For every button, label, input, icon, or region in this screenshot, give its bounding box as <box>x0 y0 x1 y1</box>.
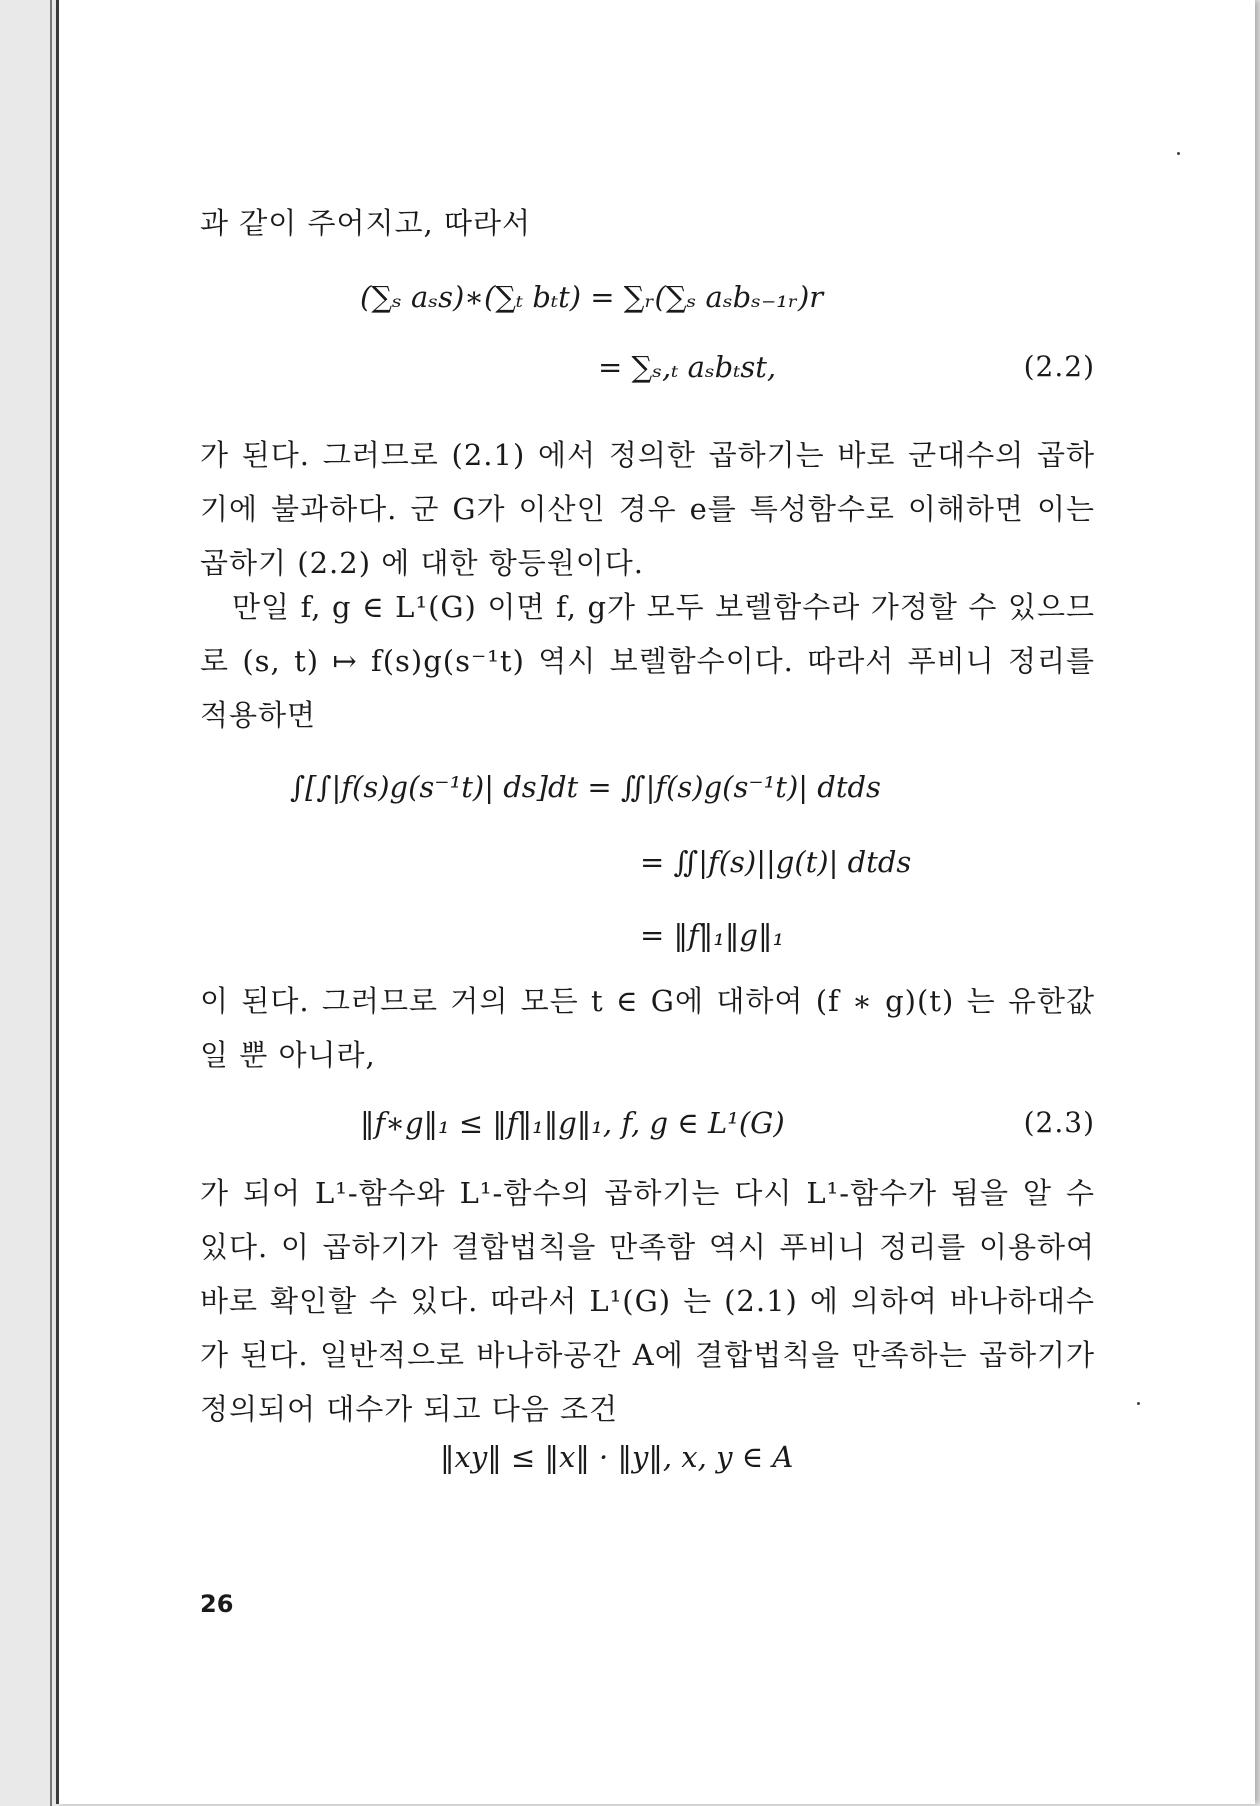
integral-line1: ∫[∫|f(s)g(s⁻¹t)| ds]dt = ∬|f(s)g(s⁻¹t)| dtds <box>290 770 881 804</box>
equation-number-2-3: (2.3) <box>1023 1106 1095 1139</box>
book-page <box>56 0 1255 1804</box>
integral-line3: = ‖f‖₁‖g‖₁ <box>640 918 785 952</box>
paragraph-5: 가 되어 L¹-함수와 L¹-함수의 곱하기는 다시 L¹-함수가 됨을 알 수 있다. 이 곱하기가 결합법칙을 만족함 역시 푸비니 정리를 이용하여 바로 확인할 수 있다. 따라서 L¹(G) 는 (2.1) 에 의하여 바나하대수가 된다. 일반적으로 바나하공간 A에 결합법칙을 만족하는 곱하기가 정의되어 대수가 되고 다음 조건 <box>200 1176 1095 1426</box>
paragraph-2: 가 된다. 그러므로 (2.1) 에서 정의한 곱하기는 바로 군대수의 곱하기에 불과하다. 군 G가 이산인 경우 e를 특성함수로 이해하면 이는 곱하기 (2.2) 에 대한 항등원이다. <box>200 438 1095 580</box>
equation-number-2-2: (2.2) <box>1023 350 1095 383</box>
paragraph-3: 만일 f, g ∈ L¹(G) 이면 f, g가 모두 보렐함수라 가정할 수 있으므로 (s, t) ↦ f(s)g(s⁻¹t) 역시 보렐함수이다. 따라서 푸비니 정리를 적용하면 <box>200 590 1095 732</box>
paragraph-4: 이 된다. 그러므로 거의 모든 t ∈ G에 대하여 (f ∗ g)(t) 는 유한값일 뿐 아니라, <box>200 984 1095 1072</box>
equation-2-2-line1: (∑ₛ aₛs)∗(∑ₜ bₜt) = ∑ᵣ(∑ₛ aₛbₛ₋₁ᵣ)r <box>360 280 824 314</box>
page-edge <box>50 0 52 1806</box>
equation-2-2-line2: = ∑ₛ,ₜ aₛbₜst, <box>598 350 777 384</box>
speck-mark <box>1177 152 1180 155</box>
norm-inequality: ‖xy‖ ≤ ‖x‖ · ‖y‖, x, y ∈ A <box>440 1440 794 1474</box>
speck-mark <box>1137 1402 1140 1405</box>
equation-2-3: ‖f∗g‖₁ ≤ ‖f‖₁‖g‖₁, f, g ∈ L¹(G) <box>360 1106 785 1140</box>
paragraph-1: 과 같이 주어지고, 따라서 <box>200 206 532 240</box>
page-number: 26 <box>200 1590 234 1618</box>
integral-line2: = ∬|f(s)||g(t)| dtds <box>640 845 912 879</box>
